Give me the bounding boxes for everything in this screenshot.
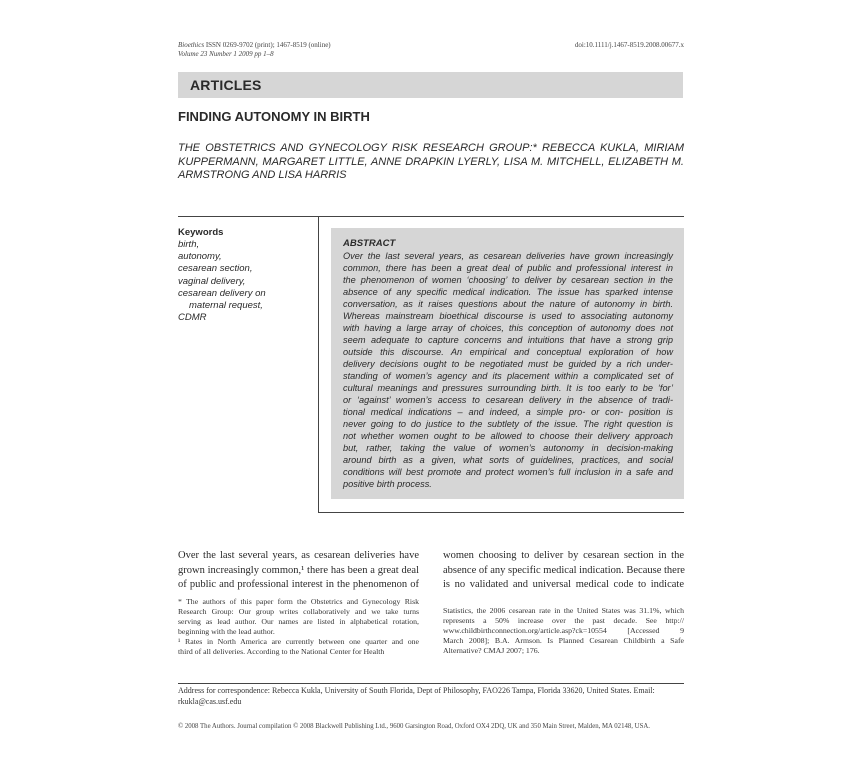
body-line: absence of any specific medical indication. Because there xyxy=(443,564,685,576)
keyword: autonomy, xyxy=(178,251,222,263)
footnote-line: www.childbirthconnection.org/article.asp?ck=10554 [Accessed 9 xyxy=(443,626,684,635)
abstract-line: with having a large array of choices, this conception of autonomy does not xyxy=(343,323,673,333)
abstract-line: cultural meanings and pressures surrounding birth. It is too early to be ‘for’ xyxy=(343,383,673,393)
body-line: Over the last several years, as cesarean deliveries have xyxy=(178,550,419,561)
abstract-line: not whether women ought to be allowed to choose their delivery approach xyxy=(343,431,673,441)
keyword: maternal request, xyxy=(189,300,263,312)
doi: doi:10.1111/j.1467-8519.2008.00677.x xyxy=(574,41,684,49)
footnote-line: March 2008]; B.A. Armson. Is Planned Cesarean Childbirth a Safe xyxy=(443,636,684,645)
footnote-line: third of all deliveries. According to the National Center for Health xyxy=(178,647,385,656)
footnote-line: Research Group: Our group writes collaboratively and we take turns xyxy=(178,607,419,616)
abstract-line: Whereas mainstream bioethical discourse is used to associating autonomy xyxy=(343,311,673,321)
journal-issn: ISSN 0269-9702 (print); 1467-8519 (online) xyxy=(205,41,331,49)
footnote-line: beginning with the lead author. xyxy=(178,627,275,636)
abstract-line: tional medical indications – and indeed, a simple pro- or con- position is xyxy=(343,407,673,417)
abstract-line: delivery decisions ought to be negotiated must be guided by a rich under- xyxy=(343,359,673,369)
keyword: vaginal delivery, xyxy=(178,275,246,287)
keyword: CDMR xyxy=(178,312,207,324)
footnote-line: serving as lead author. Our names are listed in alphabetical rotation, xyxy=(178,617,419,626)
abstract-line: but, rather, taking the value of women’s autonomy in decision-making xyxy=(343,443,673,453)
journal-header xyxy=(178,41,331,59)
abstract-line: Over the last several years, as cesarean deliveries have grown increasingly xyxy=(343,251,673,261)
footnote-line: ¹ Rates in North America are currently between one quarter and one xyxy=(178,637,419,646)
body-column-right xyxy=(443,549,684,593)
keyword: cesarean section, xyxy=(178,263,253,275)
body-line: women choosing to deliver by cesarean section in the xyxy=(443,550,684,561)
authors: THE OBSTETRICS AND GYNECOLOGY RISK RESEARCH GROUP:* REBECCA KUKLA, MIRIAM KUPPERMANN, MARGARET LITTLE, ANNE DRAPKIN LYERLY, LISA M. MITCHELL, ELIZABETH M. ARMSTRONG AND LISA HARRIS xyxy=(178,142,684,181)
abstract-line: conversation, as it raises questions about the nature of autonomy in birth. xyxy=(343,299,673,309)
abstract-line: standing of women’s agency and its placement within a complicated set of xyxy=(343,371,673,381)
abstract-line: positive birth process. xyxy=(343,479,432,489)
footnote-line: * The authors of this paper form the Obstetrics and Gynecology Risk xyxy=(178,597,419,606)
article-title: FINDING AUTONOMY IN BIRTH xyxy=(178,109,370,124)
footnote-line: Alternative? CMAJ 2007; 176. xyxy=(443,646,540,655)
body-line: is no validated and universal medical code to indicate xyxy=(443,579,684,590)
abstract-line: absence of any specific medical indication. The issue has sparked intense xyxy=(343,287,673,297)
abstract-heading: ABSTRACT xyxy=(343,238,396,249)
body-line: of public and professional interest in the phenomenon of xyxy=(178,579,419,590)
journal-name: Bioethics xyxy=(178,41,205,49)
journal-volume: Volume 23 Number 1 2009 pp 1–8 xyxy=(178,50,274,58)
bottom-divider xyxy=(318,512,684,513)
section-label: ARTICLES xyxy=(190,77,262,93)
correspondence-address: Address for correspondence: Rebecca Kukla, University of South Florida, Dept of Philosophy, FAO226 Tampa, Florida 33620, United States. Email: rkukla@cas.usf.edu xyxy=(178,686,655,706)
abstract-text xyxy=(343,250,673,490)
abstract-line: the phenomenon of women ‘choosing’ to deliver by cesarean section in the xyxy=(343,275,673,285)
abstract-line: never going to do justice to the subtlety of the issue. The right question is xyxy=(343,419,673,429)
keyword: birth, xyxy=(178,239,200,250)
footnote-line: represents a 50% increase over the past decade. See http:// xyxy=(443,616,684,625)
body-line: grown increasingly common,¹ there has been a great deal xyxy=(178,564,419,576)
abstract-line: around birth as a given, what sorts of guidelines, practices, and social xyxy=(343,455,673,465)
abstract-line: conditions will best promote and protect women’s full inclusion in a safe and xyxy=(343,467,673,477)
abstract-line: common, there has been a great deal of public and professional interest in xyxy=(343,263,673,273)
abstract-line: seem adequate to capture concerns and intuitions that have a strong grip xyxy=(343,335,673,345)
body-column-left xyxy=(178,549,419,593)
footer-divider xyxy=(178,683,684,684)
keywords-heading: Keywords xyxy=(178,227,224,238)
keyword: cesarean delivery on xyxy=(178,287,266,299)
footnote-line: Statistics, the 2006 cesarean rate in the United States was 31.1%, which xyxy=(443,606,684,615)
top-divider xyxy=(178,216,684,217)
abstract-line: or ‘against’ women’s access to cesarean delivery in the absence of tradi- xyxy=(343,395,673,405)
abstract-line: outside this discourse. An empirical and conceptual exploration of how xyxy=(343,347,673,357)
footnotes-left xyxy=(178,597,419,657)
copyright-line: © 2008 The Authors. Journal compilation © 2008 Blackwell Publishing Ltd., 9600 Garsington Road, Oxford OX4 2DQ, UK and 350 Main Street, Malden, MA 02148, USA. xyxy=(178,723,650,730)
keywords-list xyxy=(178,239,266,324)
column-divider xyxy=(318,216,319,513)
footnotes-right xyxy=(443,606,684,656)
